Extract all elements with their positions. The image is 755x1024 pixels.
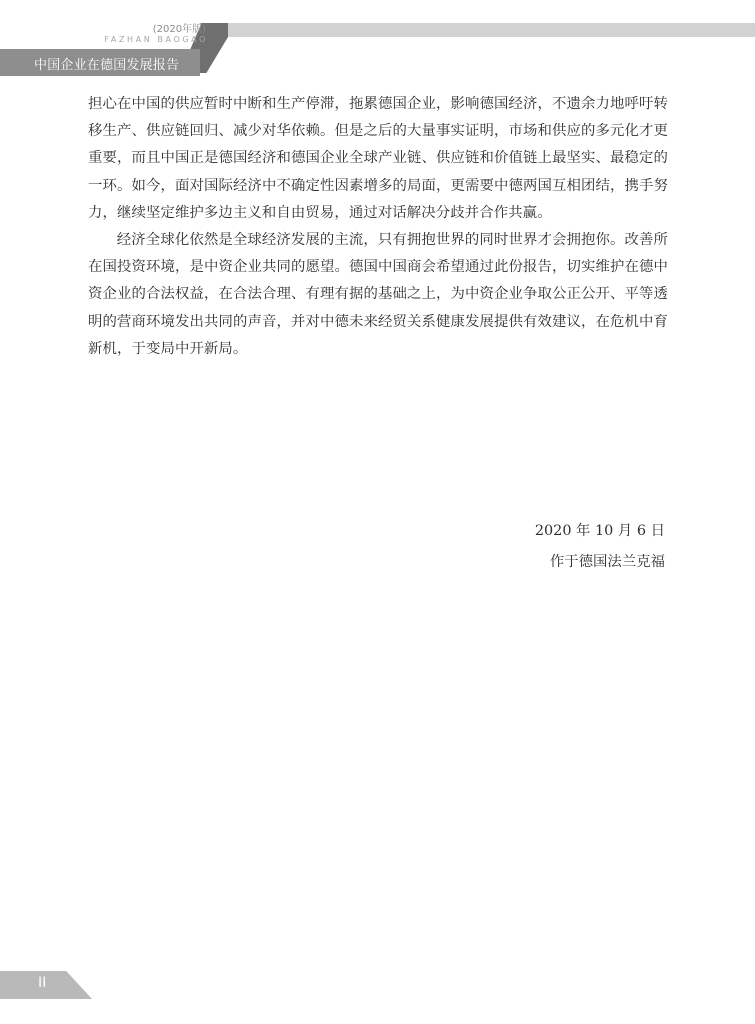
paragraph-1: 担心在中国的供应暂时中断和生产停滞，拖累德国企业，影响德国经济，不遗余力地呼吁转移生产、供应链回归、减少对华依赖。但是之后的大量事实证明，市场和供应的多元化才更重要，而且中国正是德国经济和德国企业全球产业链、供应链和价值链上最坚实、最稳定的一环。如今，面对国际经济中不确定性因素增多的局面，更需要中德两国互相团结，携手努力，继续坚定维护多边主义和自由贸易，通过对话解决分歧并合作共赢。 <box>88 96 668 221</box>
header-edition: (2020年版) <box>152 24 206 35</box>
body-text <box>88 91 668 363</box>
signature-place: 作于德国法兰克福 <box>549 554 665 570</box>
page-number: II <box>38 975 47 991</box>
report-title: 中国企业在德国发展报告 <box>34 58 180 73</box>
header-pinyin: FAZHAN BAOGAO <box>104 35 208 44</box>
paragraph-2: 经济全球化依然是全球经济发展的主流，只有拥抱世界的同时世界才会拥抱你。改善所在国投资环境，是中资企业共同的愿望。德国中国商会希望通过此份报告，切实维护在德中资企业的合法权益，在合法合理、有理有据的基础之上，为中资企业争取公正公开、平等透明的营商环境发出共同的声音，并对中德未来经贸关系健康发展提供有效建议，在危机中育新机，于变局中开新局。 <box>88 232 668 357</box>
signature-date: 2020 年 10 月 6 日 <box>534 523 665 539</box>
header-grey-band <box>200 23 755 37</box>
